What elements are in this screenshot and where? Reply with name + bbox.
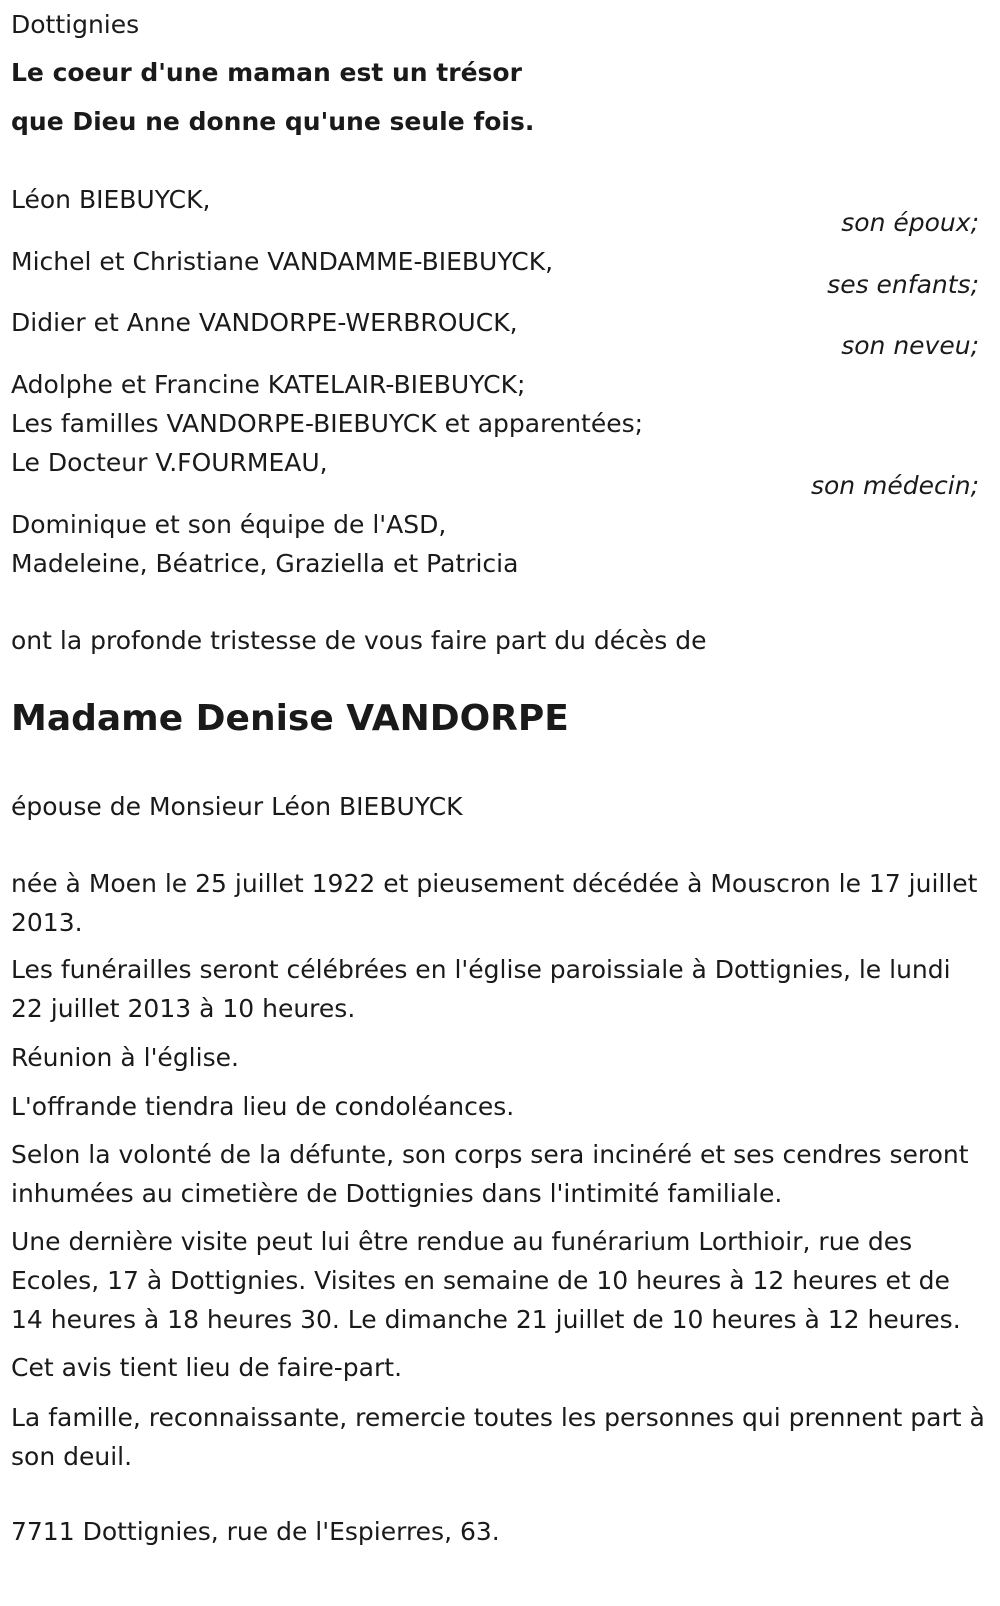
announcement-intro: ont la profonde tristesse de vous faire part du décès de: [11, 626, 707, 655]
funeral-paragraph: Les funérailles seront célébrées en l'église paroissiale à Dottignies, le lundi 22 juillet 2013 à 10 heures.: [11, 955, 951, 1023]
offering-paragraph: L'offrande tiendra lieu de condoléances.: [11, 1092, 515, 1121]
husband-role: son époux;: [841, 208, 979, 237]
quote-line-2: que Dieu ne donne qu'une seule fois.: [11, 107, 535, 136]
deceased-name: Madame Denise VANDORPE: [11, 698, 569, 739]
asd-line-2: Madeleine, Béatrice, Graziella et Patricia: [11, 549, 519, 578]
doctor-role: son médecin;: [810, 471, 979, 500]
children-names: Michel et Christiane VANDAMME-BIEBUYCK,: [11, 247, 554, 276]
notice-paragraph: Cet avis tient lieu de faire-part.: [11, 1353, 403, 1382]
meeting-paragraph: Réunion à l'église.: [11, 1043, 239, 1072]
nephew-role: son neveu;: [841, 331, 979, 360]
spouse-line: épouse de Monsieur Léon BIEBUYCK: [11, 792, 463, 821]
thanks-paragraph: La famille, reconnaissante, remercie toutes les personnes qui prennent part à son deuil.: [11, 1403, 985, 1471]
quote-line-1: Le coeur d'une maman est un trésor: [11, 58, 522, 87]
birth-death-paragraph: née à Moen le 25 juillet 1922 et pieusement décédée à Mouscron le 17 juillet 2013.: [11, 869, 978, 937]
obituary-notice: [11, 0, 989, 1606]
relatives-line-1: Adolphe et Francine KATELAIR-BIEBUYCK;: [11, 370, 526, 399]
nephew-names: Didier et Anne VANDORPE-WERBROUCK,: [11, 308, 518, 337]
relatives-line-2: Les familles VANDORPE-BIEBUYCK et apparentées;: [11, 409, 644, 438]
children-role: ses enfants;: [827, 270, 979, 299]
doctor-name: Le Docteur V.FOURMEAU,: [11, 448, 328, 477]
asd-line-1: Dominique et son équipe de l'ASD,: [11, 510, 447, 539]
cremation-paragraph: Selon la volonté de la défunte, son corps sera incinéré et ses cendres seront inhumées au cimetière de Dottignies dans l'intimité familiale.: [11, 1140, 969, 1208]
address-line: 7711 Dottignies, rue de l'Espierres, 63.: [11, 1517, 500, 1546]
location-heading: Dottignies: [11, 10, 140, 39]
visit-paragraph: Une dernière visite peut lui être rendue au funérarium Lorthioir, rue des Ecoles, 17 à Dottignies. Visites en semaine de 10 heures à 12 heures et de 14 heures à 18 heures 30. Le dimanche 21 juillet de 10 heures à 12 heures.: [11, 1227, 961, 1334]
husband-name: Léon BIEBUYCK,: [11, 185, 211, 214]
